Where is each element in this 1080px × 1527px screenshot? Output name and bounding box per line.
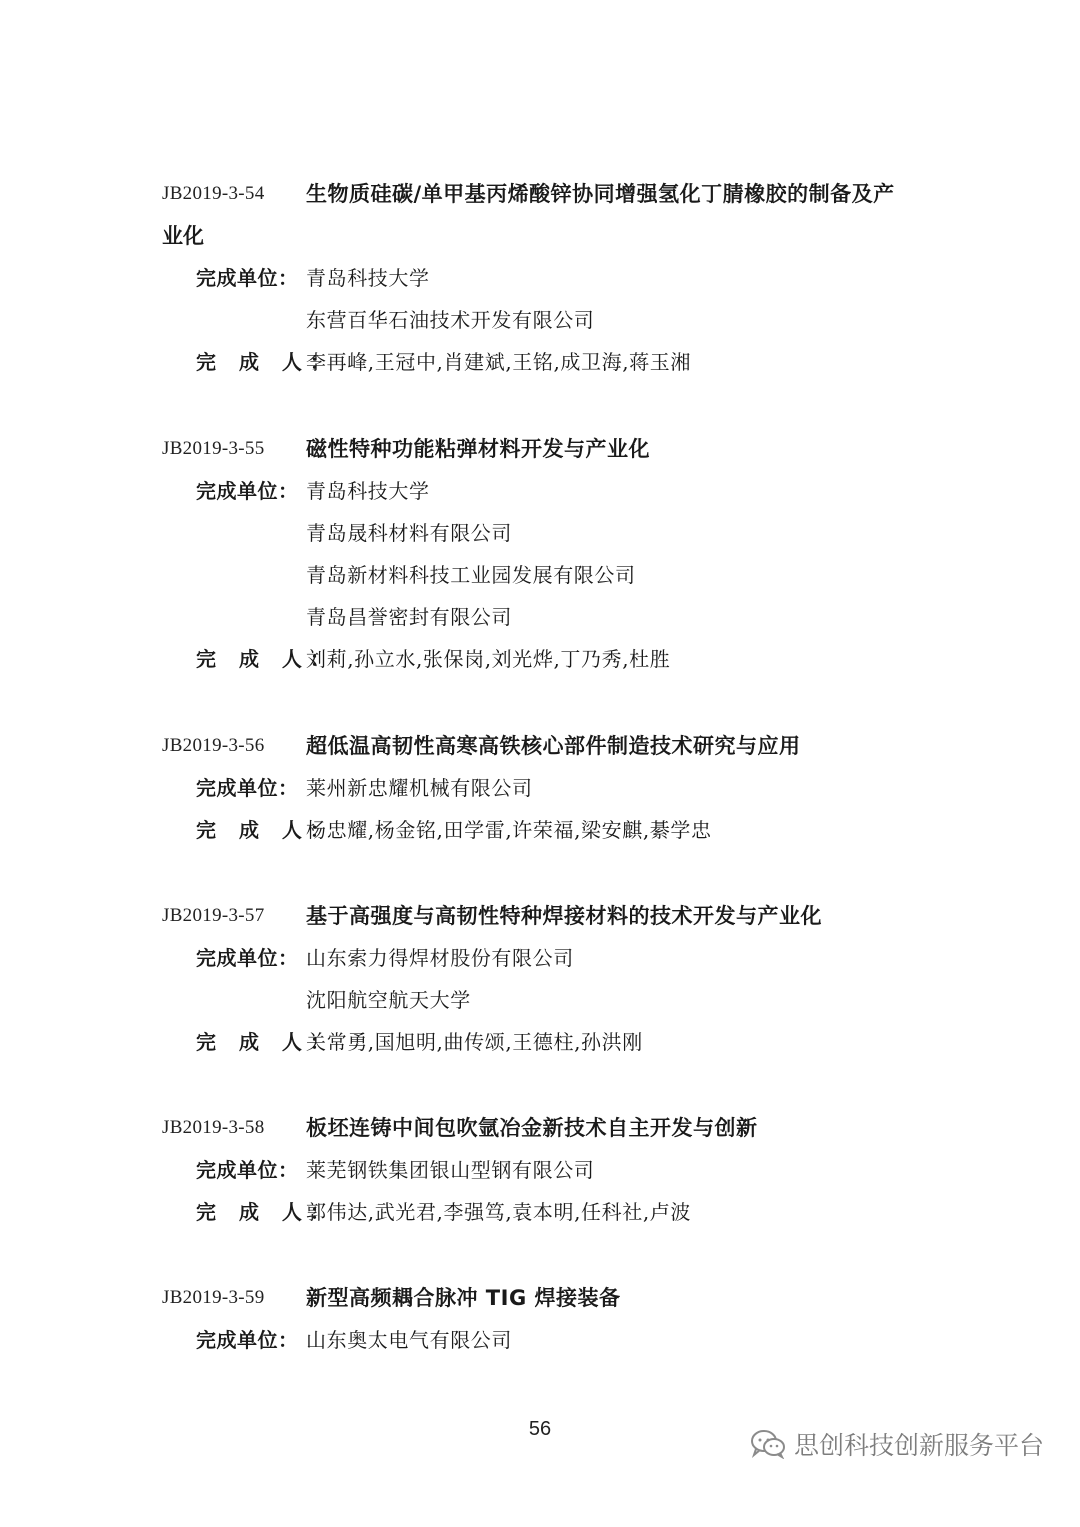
people-label: 完 成 人： [196,647,338,671]
people-list: 李再峰,王冠中,肖建斌,王铭,成卫海,蒋玉湘 [306,350,691,374]
unit-label: 完成单位： [196,946,299,970]
entry-code: JB2019-3-55 [162,438,265,459]
award-entry [0,1107,1080,1233]
people-label: 完 成 人： [196,1200,338,1224]
entry-title: 生物质硅碳/单甲基丙烯酸锌协同增强氢化丁腈橡胶的制备及产 [306,182,895,206]
page-number: 56 [528,1418,552,1440]
people-list: 刘莉,孙立水,张保岗,刘光烨,丁乃秀,杜胜 [306,647,671,671]
unit-name: 青岛昌誉密封有限公司 [306,605,512,629]
unit-label: 完成单位： [196,479,299,503]
entry-code: JB2019-3-59 [162,1287,265,1308]
people-label: 完 成 人： [196,1030,338,1054]
unit-name: 莱州新忠耀机械有限公司 [306,776,533,800]
unit-label: 完成单位： [196,266,299,290]
award-entry [0,895,1080,1063]
unit-name: 东营百华石油技术开发有限公司 [306,308,595,332]
unit-name: 山东索力得焊材股份有限公司 [306,946,574,970]
entry-title: 板坯连铸中间包吹氩冶金新技术自主开发与创新 [306,1116,758,1140]
people-list: 郭伟达,武光君,李强笃,袁本明,任科社,卢波 [306,1200,691,1224]
people-label: 完 成 人： [196,350,338,374]
unit-label: 完成单位： [196,776,299,800]
entry-code: JB2019-3-54 [162,183,265,204]
entry-code: JB2019-3-56 [162,735,265,756]
entry-title: 超低温高韧性高寒高铁核心部件制造技术研究与应用 [306,734,801,758]
award-entry [0,173,1080,383]
entry-title: 新型高频耦合脉冲 TIG 焊接装备 [306,1286,621,1310]
unit-name: 青岛科技大学 [306,266,430,290]
watermark [750,1424,1044,1464]
watermark-text: 思创科技创新服务平台 [793,1431,1044,1460]
entry-code: JB2019-3-57 [162,905,265,926]
people-list: 杨忠耀,杨金铭,田学雷,许荣福,梁安麒,綦学忠 [306,818,712,842]
award-entry [0,725,1080,851]
unit-label: 完成单位： [196,1158,299,1182]
award-entry [0,428,1080,680]
entry-title-continuation: 业化 [162,224,204,248]
award-entry [0,1277,1080,1361]
unit-name: 山东奥太电气有限公司 [306,1328,512,1352]
unit-name: 青岛科技大学 [306,479,430,503]
unit-label: 完成单位： [196,1328,299,1352]
people-list: 关常勇,国旭明,曲传颂,王德柱,孙洪刚 [306,1030,643,1054]
entry-title: 磁性特种功能粘弹材料开发与产业化 [306,437,650,461]
wechat-icon [750,1429,786,1459]
people-label: 完 成 人： [196,818,338,842]
unit-name: 沈阳航空航天大学 [306,988,471,1012]
unit-name: 莱芜钢铁集团银山型钢有限公司 [306,1158,595,1182]
entry-code: JB2019-3-58 [162,1117,265,1138]
unit-name: 青岛新材料科技工业园发展有限公司 [306,563,636,587]
entry-title: 基于高强度与高韧性特种焊接材料的技术开发与产业化 [306,904,822,928]
unit-name: 青岛晟科材料有限公司 [306,521,512,545]
